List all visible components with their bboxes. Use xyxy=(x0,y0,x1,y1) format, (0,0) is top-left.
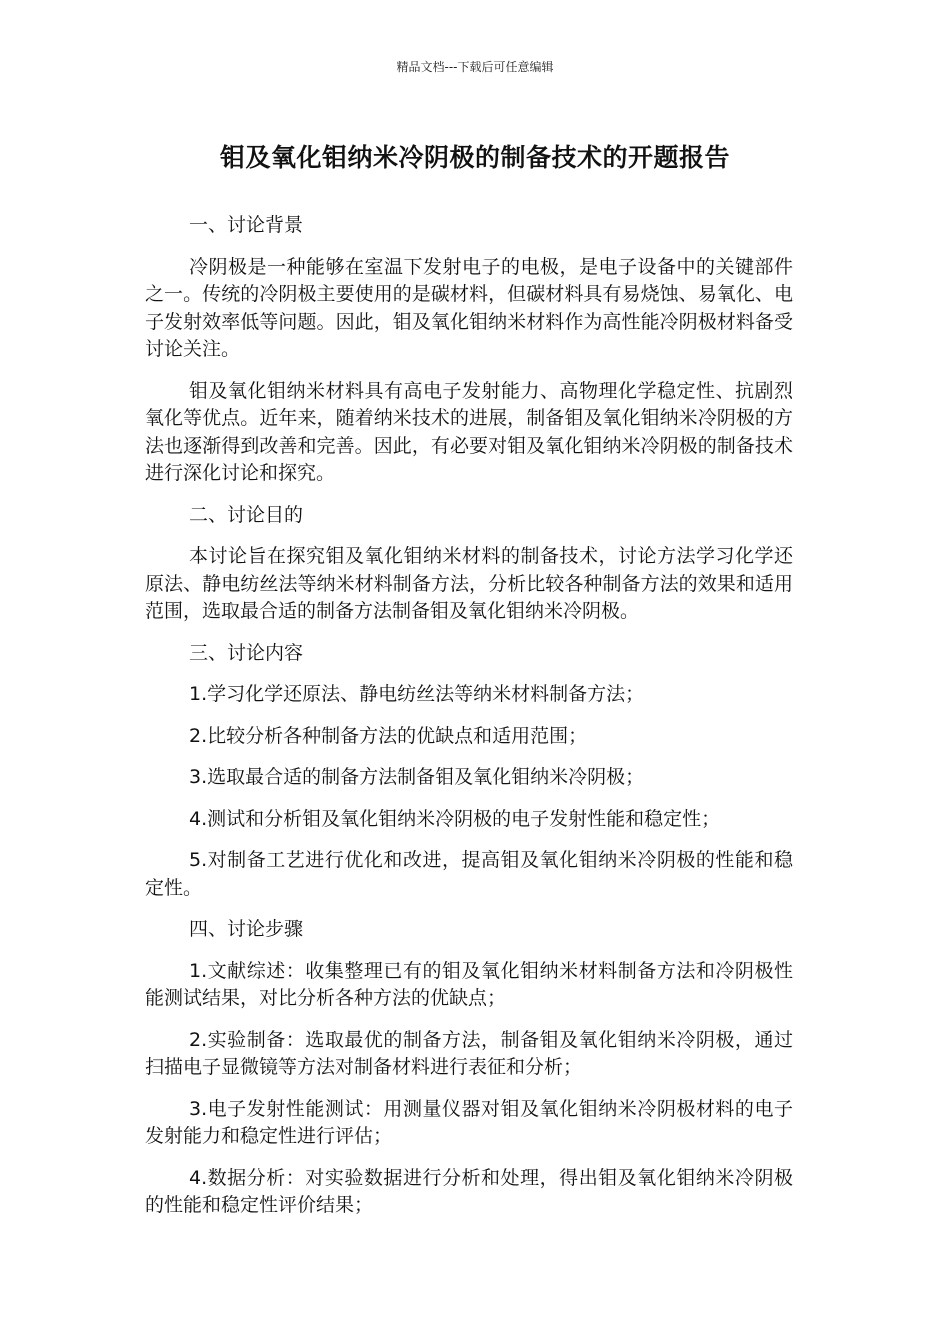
section-heading-steps: 四、讨论步骤 xyxy=(189,918,304,940)
list-item: 5.对制备工艺进行优化和改进，提高钼及氧化钼纳米冷阴极的性能和稳定性。 xyxy=(145,849,793,899)
paragraph: 钼及氧化钼纳米材料具有高电子发射能力、高物理化学稳定性、抗剧烈氧化等优点。近年来，随着纳米技术的进展，制备钼及氧化钼纳米冷阴极的方法也逐渐得到改善和完善。因此，有必要对钼及氧化钼纳米冷阴极的制备技术进行深化讨论和探究。 xyxy=(145,379,793,484)
list-item: 4.数据分析：对实验数据进行分析和处理，得出钼及氧化钼纳米冷阴极的性能和稳定性评价结果； xyxy=(145,1166,793,1216)
section-heading-content: 三、讨论内容 xyxy=(189,641,304,664)
paragraph: 本讨论旨在探究钼及氧化钼纳米材料的制备技术，讨论方法学习化学还原法、静电纺丝法等纳米材料制备方法，分析比较各种制备方法的效果和适用范围，选取最合适的制备方法制备钼及氧化钼纳米冷阴极。 xyxy=(145,545,793,622)
section-heading-background: 一、讨论背景 xyxy=(189,214,304,236)
list-item: 1.文献综述：收集整理已有的钼及氧化钼纳米材料制备方法和冷阴极性能测试结果，对比分析各种方法的优缺点； xyxy=(145,959,793,1009)
list-item: 1.学习化学还原法、静电纺丝法等纳米材料制备方法； xyxy=(189,683,645,705)
list-item: 4.测试和分析钼及氧化钼纳米冷阴极的电子发射性能和稳定性； xyxy=(189,807,721,830)
header-note: 精品文档---下载后可任意编辑 xyxy=(396,60,554,74)
list-item: 3.选取最合适的制备方法制备钼及氧化钼纳米冷阴极； xyxy=(189,766,645,788)
list-item: 2.比较分析各种制备方法的优缺点和适用范围； xyxy=(189,724,588,747)
list-item: 2.实验制备：选取最优的制备方法，制备钼及氧化钼纳米冷阴极，通过扫描电子显微镜等方法对制备材料进行表征和分析； xyxy=(145,1028,793,1078)
list-item: 3.电子发射性能测试：用测量仪器对钼及氧化钼纳米冷阴极材料的电子发射能力和稳定性进行评估； xyxy=(145,1097,793,1147)
document-body xyxy=(145,212,793,1234)
document-title: 钼及氧化钼纳米冷阴极的制备技术的开题报告 xyxy=(219,143,730,172)
paragraph: 冷阴极是一种能够在室温下发射电子的电极，是电子设备中的关键部件之一。传统的冷阴极主要使用的是碳材料，但碳材料具有易烧蚀、易氧化、电子发射效率低等问题。因此，钼及氧化钼纳米材料作为高性能冷阴极材料备受讨论关注。 xyxy=(145,255,793,360)
section-heading-purpose: 二、讨论目的 xyxy=(189,503,304,526)
